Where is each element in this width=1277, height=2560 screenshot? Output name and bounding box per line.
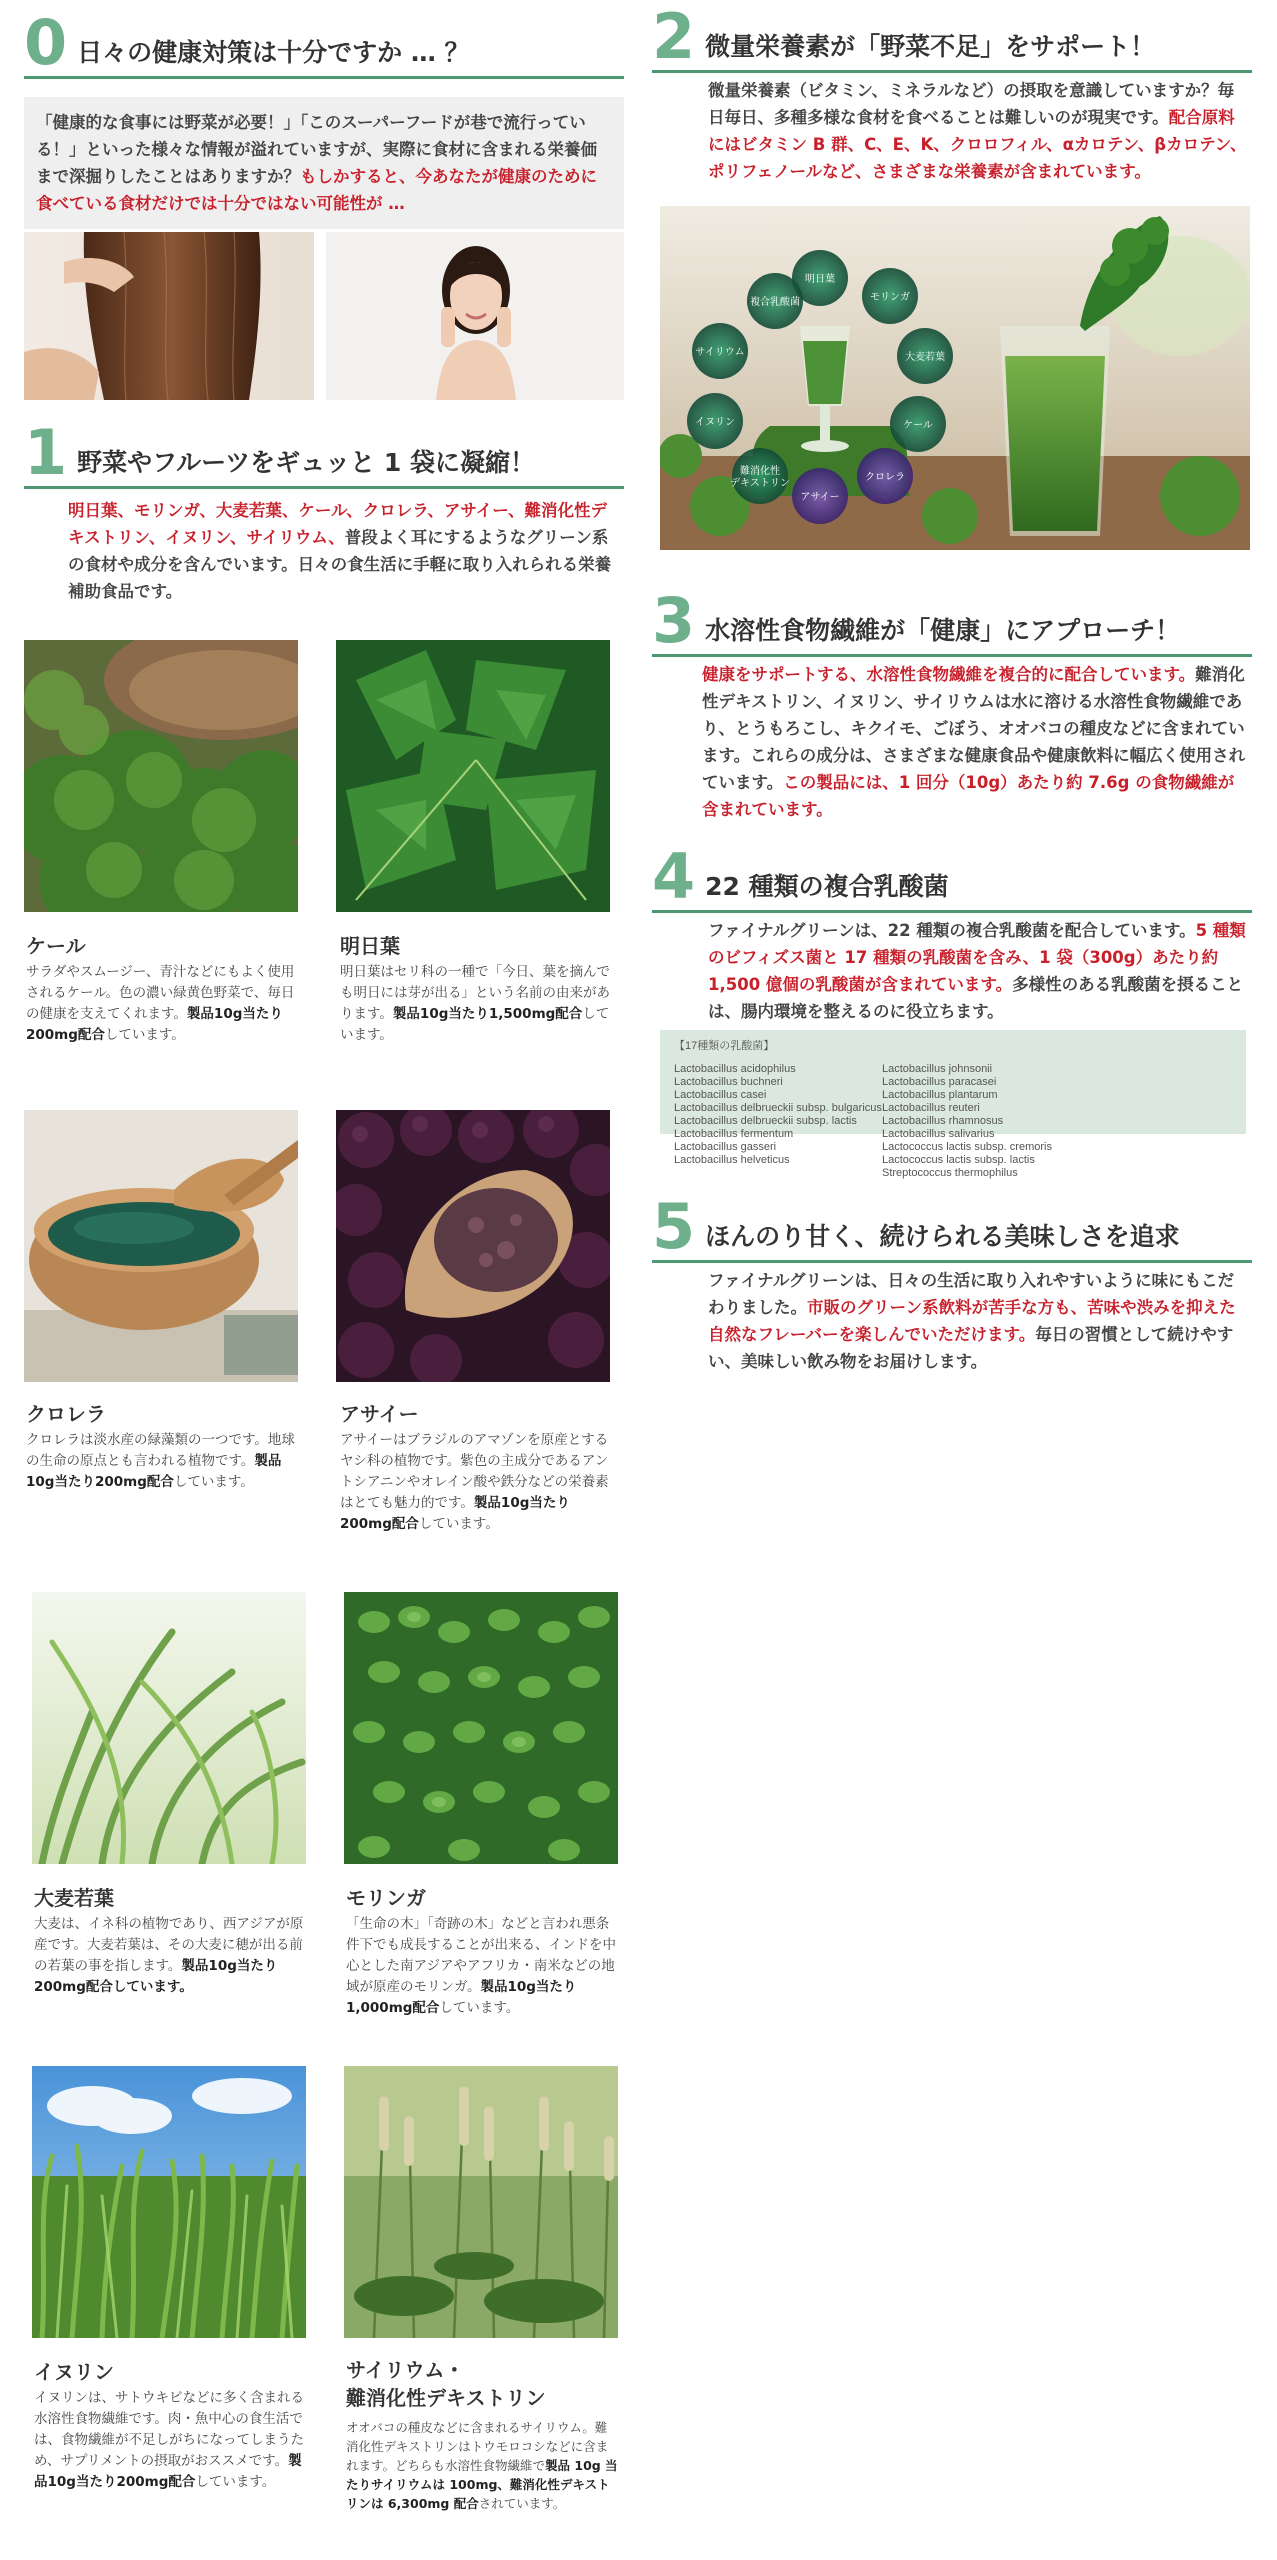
section-2-body (708, 77, 1248, 185)
bacteria-item: Lactobacillus johnsonii (882, 1063, 993, 1075)
section-4-text-2: 多様性のある乳酸菌を摂ることは、腸内環境を整えるのに役立ちます。 (708, 975, 1244, 1021)
card-amount: 製品10g当たり200mg配合 (34, 2453, 302, 2490)
card-tail: されています。 (478, 2496, 566, 2511)
card-desc: クロレラは淡水産の緑藻類の一つです。地球の生命の原点とも言われる植物です。 (26, 1432, 295, 1469)
card-amount: 製品10g当たり1,500mg配合 (392, 1006, 583, 1022)
card-text-acai (340, 1430, 610, 1535)
card-tail: しています。 (418, 1516, 499, 1532)
card-desc: オオバコの種皮などに含まれるサイリウム。難消化性デキストリンはトウモロコシなどに含まれます。どちらも水溶性食物繊維で (346, 2420, 609, 2473)
bacteria-item: Streptococcus thermophilus (882, 1167, 1018, 1179)
lactic-bacteria-box (660, 1030, 1246, 1179)
card-tail: しています。 (340, 1006, 610, 1043)
ingredient-bubble-label: 複合乳酸菌 (750, 297, 800, 308)
ingredient-bubble-label: デキストリン (730, 478, 790, 489)
card-amount: 製品10g当たり200mg配合 (26, 1453, 282, 1490)
card-name-psyllium: サイリウム・ 難消化性デキストリン (346, 2358, 546, 2410)
section-title: 日々の健康対策は十分ですか … ？ (77, 38, 470, 67)
section-4-heading (652, 840, 1252, 913)
bacteria-item: Lactococcus lactis subsp. lactis (882, 1154, 1035, 1166)
card-amount: 製品10g当たり200mg配合 (26, 1006, 283, 1043)
section-title: 22 種類の複合乳酸菌 (705, 872, 949, 901)
ingredient-bubble-label: サイリウム (695, 347, 745, 358)
bacteria-item: Lactococcus lactis subsp. cremoris (882, 1141, 1052, 1153)
section-1 (24, 416, 624, 605)
ingredient-bubble-label: アサイー (800, 492, 840, 503)
section-title: 微量栄養素が「野菜不足」をサポート！ (705, 32, 1156, 61)
section-number: 4 (652, 840, 696, 913)
card-tail: しています。 (173, 1474, 254, 1490)
section-0-heading (24, 6, 624, 79)
card-name-moringa: モリンガ (346, 1886, 426, 1910)
ingredient-bubble-label: 難消化性 (740, 466, 780, 477)
ingredient-bubble-label: イヌリン (695, 417, 735, 428)
ingredient-bubble-label: 大麦若葉 (905, 352, 945, 363)
card-tail: しています。 (439, 2000, 520, 2016)
section-3-emphasis-1: 健康をサポートする、水溶性食物繊維を複合的に配合しています。 (702, 665, 1196, 684)
card-text-moringa (346, 1914, 618, 2019)
ingredient-bubble-label: 明日葉 (805, 274, 835, 285)
bacteria-item: Lactobacillus delbrueckii subsp. lactis (674, 1115, 857, 1127)
section-1-text: 普段よく耳にするようなグリーン系の食材や成分を含んでいます。日々の食生活に手軽に取り入れられる栄養補助食品です。 (68, 528, 612, 601)
card-tail: しています。 (104, 1027, 185, 1043)
section-title: ほんのり甘く、続けられる美味しさを追求 (705, 1222, 1180, 1251)
section-2 (652, 0, 1252, 185)
card-name-kale: ケール (26, 934, 86, 958)
woman-photo (326, 232, 624, 400)
bacteria-item: Lactobacillus fermentum (674, 1128, 794, 1140)
card-desc: アサイーはブラジルのアマゾンを原産とするヤシ科の植物です。紫色の主成分であるアントシアニンやオレイン酸や鉄分などの栄養素はとても魅力的です。 (340, 1432, 609, 1511)
card-name-chlorella: クロレラ (26, 1402, 106, 1426)
bacteria-item: Lactobacillus salivarius (882, 1128, 995, 1140)
bacteria-item: Lactobacillus rhamnosus (882, 1115, 1004, 1127)
bacteria-item: Lactobacillus delbrueckii subsp. bulgaricus (674, 1102, 882, 1114)
intro-text: 「健康的な食事には野菜が必要！」「このスーパーフードが巷で流行っている！」といった様々な情報が溢れていますが、実際に食材に含まれる栄養価まで深掘りしたことはありますか？ (36, 113, 597, 186)
section-2-emphasis: 配合原料にはビタミン B 群、C、E、K、クロロフィル、αカロテン、βカロテン、ポリフェノールなど、さまざまな栄養素が含まれています。 (708, 108, 1247, 181)
card-amount: 製品10g当たり1,000mg配合 (346, 1979, 577, 2016)
section-5-text-1: ファイナルグリーンは、日々の生活に取り入れやすいように味にもこだわりました。 (708, 1271, 1235, 1317)
section-0 (24, 6, 624, 229)
kale-photo (24, 640, 298, 912)
section-3 (652, 584, 1252, 823)
card-desc: 「生命の木」「奇跡の木」などと言われ悪条件下でも成長することが出来る、インドを中心とした南アジアやアフリカ・南米などの地域が原産のモリンガ。 (346, 1916, 616, 1995)
card-name-inulin: イヌリン (34, 2360, 114, 2384)
barley-grass-photo (32, 1592, 306, 1864)
card-text-psyllium (346, 2418, 618, 2513)
section-3-heading (652, 584, 1252, 657)
section-number: 0 (24, 6, 68, 79)
section-number: 2 (652, 0, 696, 73)
section-3-text: 難消化性デキストリン、イヌリン、サイリウムは水に溶ける水溶性食物繊維であり、とうもろこし、キクイモ、ごぼう、オオバコの種皮などに含まれています。これらの成分は、さまざまな健康食品や健康飲料に幅広く使用されています。 (702, 665, 1246, 792)
ingredient-bubble-label: クロレラ (865, 472, 905, 483)
bacteria-item: Lactobacillus plantarum (882, 1089, 998, 1101)
section-title: 水溶性食物繊維が「健康」にアプローチ！ (705, 616, 1181, 645)
card-text-ashitaba (340, 962, 610, 1046)
bacteria-item: Lactobacillus casei (674, 1089, 767, 1101)
bacteria-item: Lactobacillus reuteri (882, 1102, 980, 1114)
bacteria-list-right (882, 1063, 1090, 1180)
chlorella-photo (24, 1110, 298, 1382)
bacteria-box-title: 【17種類の乳酸菌】 (674, 1040, 775, 1052)
intro-box (24, 97, 624, 229)
section-1-body (68, 497, 618, 605)
section-5-heading (652, 1190, 1252, 1263)
card-text-inulin (34, 2388, 306, 2493)
section-5-text-2: 毎日の習慣として続けやすい、美味しい飲み物をお届けします。 (708, 1325, 1234, 1371)
hair-photo (24, 232, 314, 400)
section-4-text-1: ファイナルグリーンは、22 種類の複合乳酸菌を配合しています。 (708, 921, 1196, 940)
bacteria-item: Lactobacillus gasseri (674, 1141, 777, 1153)
section-5 (652, 1190, 1252, 1375)
card-amount: 製品10g当たり200mg配合 (340, 1495, 570, 1532)
card-tail: しています。 (195, 2474, 276, 2490)
inulin-photo (32, 2066, 306, 2338)
card-desc: サラダやスムージー、青汁などにもよく使用されるケール。色の濃い緑黄色野菜で、毎日の健康を支えてくれます。 (26, 964, 295, 1022)
card-desc: 明日葉はセリ科の一種で「今日、葉を摘んでも明日には芽が出る」という名前の由来があります。 (340, 964, 610, 1022)
card-desc: 大麦は、イネ科の植物であり、西アジアが原産です。大麦若葉は、その大麦に穂が出る前の若葉の事を指します。 (34, 1916, 304, 1974)
ashitaba-photo (336, 640, 610, 912)
section-number: 1 (24, 416, 68, 489)
section-5-body (708, 1267, 1248, 1375)
ingredient-bubble-label: モリンガ (870, 292, 910, 303)
green-drink-illustration (660, 206, 1250, 550)
card-desc: イヌリンは、サトウキビなどに多く含まれる水溶性食物繊維です。肉・魚中心の食生活では、食物繊維が不足しがちになってしまうため、サプリメントの摂取がおススメです。 (34, 2390, 304, 2469)
section-3-emphasis-2: この製品には、1 回分（10g）あたり約 7.6g の食物繊維が含まれています。 (702, 773, 1235, 819)
section-3-body (702, 661, 1248, 823)
bacteria-item: Lactobacillus acidophilus (674, 1063, 796, 1075)
section-2-heading (652, 0, 1252, 73)
section-4 (652, 840, 1252, 1025)
bacteria-item: Lactobacillus helveticus (674, 1154, 790, 1166)
ingredient-list: 明日葉、モリンガ、大麦若葉、ケール、クロレラ、アサイー、難消化性デキストリン、イヌリン、サイリウム、 (68, 501, 608, 547)
card-text-barley (34, 1914, 306, 1998)
moringa-photo (344, 1592, 618, 1864)
card-text-chlorella (26, 1430, 302, 1493)
card-name-ashitaba: 明日葉 (340, 934, 400, 958)
section-4-emphasis: 5 種類のビフィズス菌と 17 種類の乳酸菌を含み、1 袋（300g）あたり約 1,500 億個の乳酸菌が含まれています。 (708, 921, 1246, 994)
section-2-text: 微量栄養素（ビタミン、ミネラルなど）の摂取を意識していますか？毎日毎日、多種多様な食材を食べることは難しいのが現実です。 (708, 81, 1235, 127)
bacteria-item: Lactobacillus paracasei (882, 1076, 997, 1088)
section-1-heading (24, 416, 624, 489)
section-title: 野菜やフルーツをギュッと 1 袋に凝縮！ (77, 448, 535, 477)
intro-emphasis: もしかすると、今あなたが健康のために食べている食材だけでは十分ではない可能性が … (36, 167, 597, 213)
card-amount: 製品10g当たり200mg配合しています。 (34, 1958, 278, 1995)
section-number: 5 (652, 1190, 696, 1263)
acai-photo (336, 1110, 610, 1382)
bacteria-item: Lactobacillus buchneri (674, 1076, 783, 1088)
bacteria-list-left (674, 1063, 882, 1180)
section-4-body (708, 917, 1248, 1025)
card-name-barley: 大麦若葉 (34, 1886, 114, 1910)
psyllium-photo (344, 2066, 618, 2338)
card-text-kale (26, 962, 302, 1046)
ingredient-bubble-label: ケール (903, 420, 933, 431)
card-amount: 製品 10g 当たりサイリウムは 100mg、難消化性デキストリンは 6,300mg 配合 (346, 2458, 618, 2511)
card-name-acai: アサイー (340, 1402, 419, 1426)
section-5-emphasis: 市販のグリーン系飲料が苦手な方も、苦味や渋みを抑えた自然なフレーバーを楽しんでいただけます。 (708, 1298, 1236, 1344)
section-number: 3 (652, 584, 696, 657)
